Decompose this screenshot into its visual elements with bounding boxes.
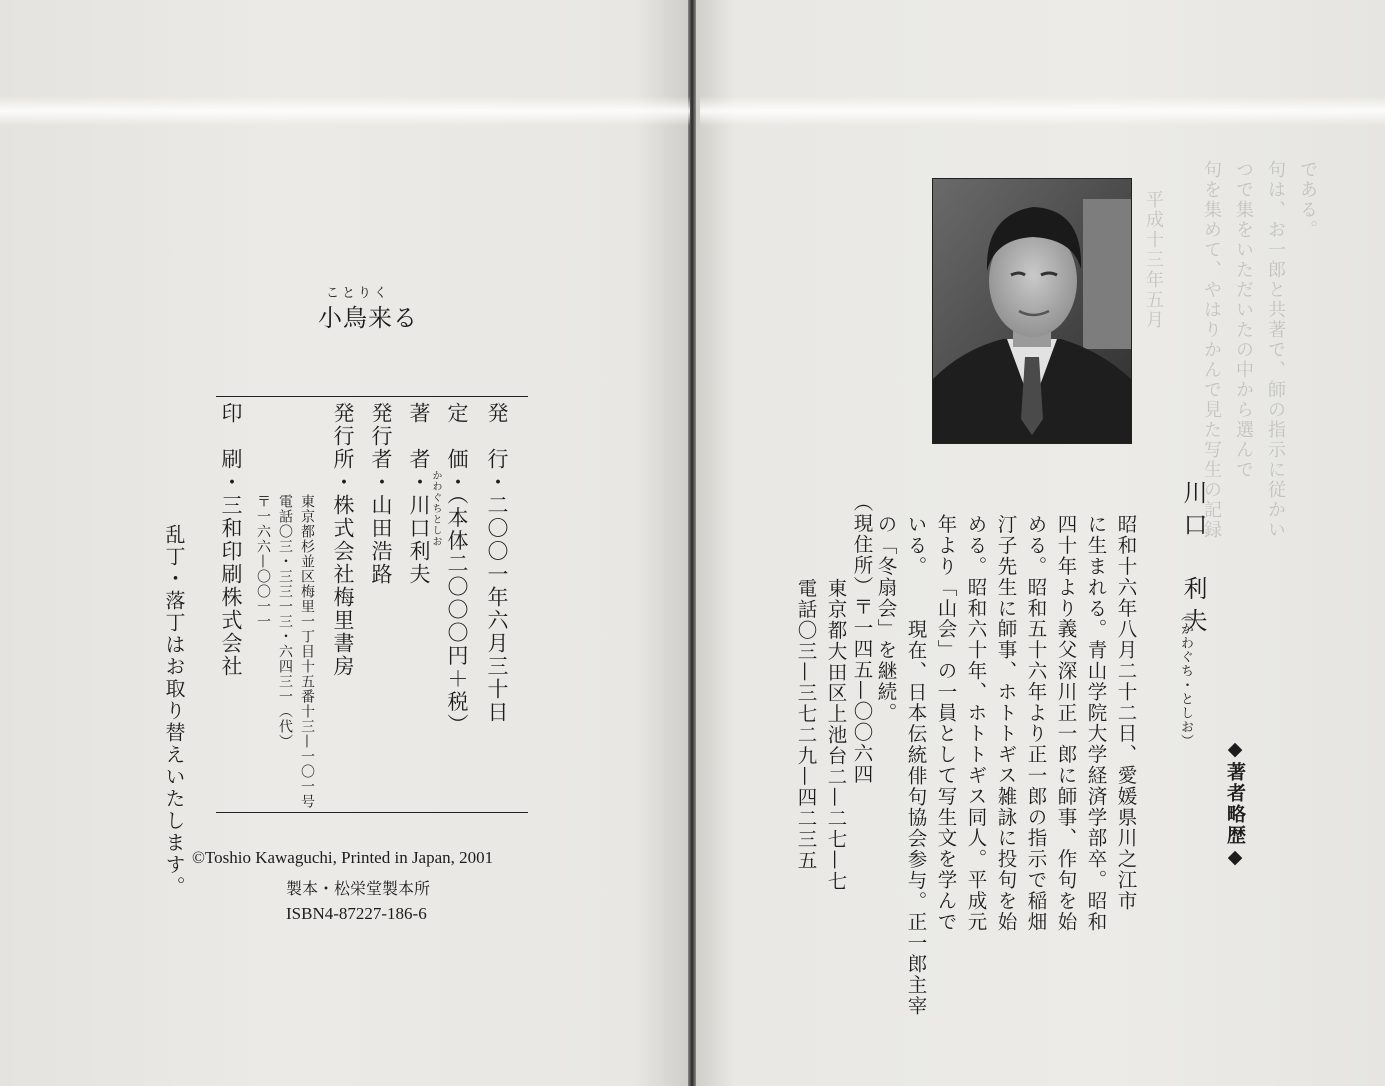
- colophon-rule-top: [216, 396, 528, 397]
- author-portrait-icon: [933, 179, 1131, 443]
- bleed-through-text: 平成十三年五月: [1143, 190, 1164, 330]
- isbn-line: ISBN4-87227-186-6: [286, 904, 427, 923]
- bleed-through-text: 句は、お一郎と共著で、師の指示に従かい: [1265, 160, 1286, 540]
- bio-line: める。昭和六十年、ホトトギス同人。平成元: [964, 514, 988, 932]
- colophon-issue-date: 発 行・二〇〇一年六月三十日: [485, 402, 509, 724]
- bio-line: の「冬扇会」を継続。: [874, 514, 898, 723]
- publisher-postal: 〒一六六—〇〇一一: [255, 494, 271, 629]
- bio-line: いる。: [904, 514, 928, 577]
- current-address-postal: （現住所）〒一四五—〇〇六四: [850, 492, 874, 785]
- bio-line: 年より「山会」の一員として写生文を学んで: [934, 514, 958, 932]
- colophon-rule-bottom: [216, 812, 528, 813]
- book-gutter: [688, 0, 696, 1086]
- bio-line: 昭和十六年八月二十二日、愛媛県川之江市: [1114, 514, 1138, 912]
- scan-glare-left: [0, 96, 690, 126]
- author-reading: （かわぐち・としお）: [1178, 608, 1193, 748]
- bio-line: 汀子先生に師事、ホトトギス雑詠に投句を始: [994, 514, 1018, 932]
- publisher-address: 東京都杉並区梅里一丁目十五番十三—一〇一号: [299, 494, 315, 809]
- scan-glare-right: [700, 96, 1385, 126]
- current-phone: 電話〇三—三七二九—四二三五: [794, 578, 818, 871]
- colophon-author: 著 者・川口利夫: [407, 402, 431, 586]
- bleed-through-text: である。: [1297, 160, 1318, 240]
- bleed-through-text: つで集をいただいたの中から選んで: [1233, 160, 1254, 480]
- author-ruby: かわぐちとしお: [430, 470, 441, 547]
- colophon-publisher-company: 発行所・株式会社梅里書房: [331, 402, 355, 678]
- book-title: 小鳥来る: [318, 304, 418, 332]
- bio-line: 現在、日本伝統俳句協会参与。正一郎主宰: [904, 598, 928, 1016]
- bio-line: に生まれる。青山学院大学経済学部卒。昭和: [1084, 514, 1108, 932]
- colophon-publisher-person: 発行者・山田浩路: [369, 402, 393, 586]
- title-ruby: ことりく: [326, 286, 391, 301]
- bindery-line: 製本・松栄堂製本所: [286, 879, 431, 898]
- colophon-printer: 印 刷・三和印刷株式会社: [219, 402, 243, 678]
- bio-line: 四十年より義父深川正一郎に師事、作句を始: [1054, 514, 1078, 932]
- bleed-through-text: 句を集めて、やはりかんで見た写生の記録: [1201, 160, 1222, 540]
- current-address: 東京都大田区上池台二—二七—七: [824, 578, 848, 892]
- copyright-line: ©Toshio Kawaguchi, Printed in Japan, 2001: [192, 848, 494, 867]
- colophon-price: 定 価・（本体二〇〇〇円＋税）: [445, 402, 469, 737]
- author-name: 川口 利夫: [1179, 480, 1207, 640]
- publisher-phone: 電話〇三・三三一三・六四三一（代）: [277, 494, 293, 749]
- bio-line: める。昭和五十六年より正一郎の指示で稲畑: [1024, 514, 1048, 932]
- section-heading: ◆著者略歴◆: [1224, 738, 1246, 870]
- replacement-notice: 乱丁・落丁はお取り替えいたします。: [162, 524, 186, 898]
- author-photo: [932, 178, 1132, 444]
